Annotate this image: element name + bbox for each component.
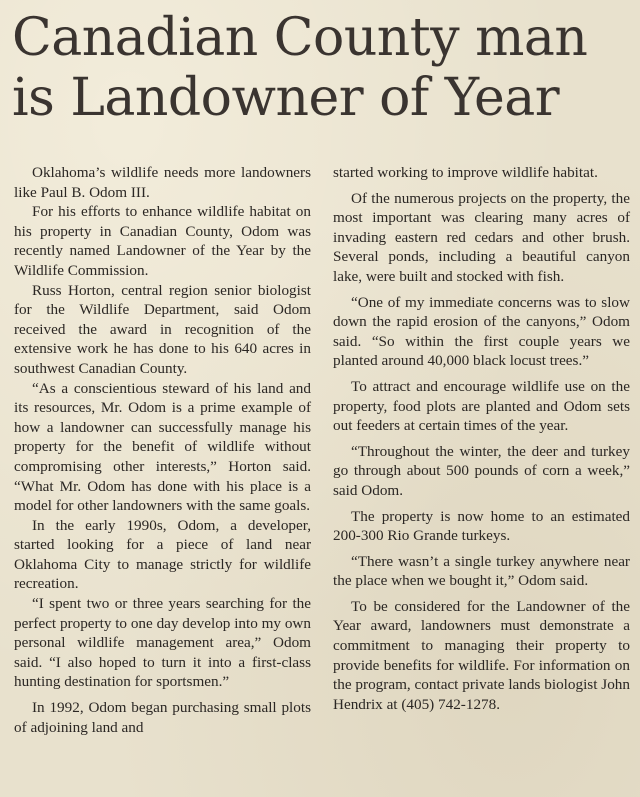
paragraph: “As a conscientious steward of his land and its resources, Mr. Odom is a prime example of how a landowner can successfully manage his property for the benefit of wildlife without compromising other interests,” Horton said. “What Mr. Odom has done with his place is a model for other landowners with the same goals. [14, 379, 311, 515]
paragraph: Oklahoma’s wildlife needs more landowners like Paul B. Odom III. [14, 164, 311, 201]
paragraph: To attract and encourage wildlife use on the property, food plots are planted and Odom sets out feeders at certain times of the year. [333, 377, 630, 435]
paragraph: Of the numerous projects on the property, the most important was clearing many acres of invading eastern red cedars and other brush. Several ponds, including a beautiful canyon lake, were built and stocked with fish. [333, 189, 630, 285]
headline-line-1: Canadian County man [12, 8, 588, 68]
headline-line-2: is Landowner of Year [12, 68, 560, 128]
left-column [14, 163, 311, 737]
paragraph: “One of my immediate concerns was to slow down the rapid erosion of the canyons,” Odom said. “So within the first couple years we planted around 40,000 black locust trees.” [333, 293, 630, 370]
paragraph: The property is now home to an estimated 200-300 Rio Grande turkeys. [333, 507, 630, 545]
paragraph: “There wasn’t a single turkey anywhere near the place when we bought it,” Odom said. [333, 552, 630, 590]
paragraph: “I spent two or three years searching for the perfect property to one day develop into my own personal wildlife management area,” Odom said. “I also hoped to turn it into a first-class hunting destination for sportsmen.” [14, 595, 311, 691]
paragraph: To be considered for the Landowner of the Year award, landowners must demonstrate a commitment to managing their property to provide benefits for wildlife. For information on the program, contact private lands biologist John Hendrix at (405) 742-1278. [333, 597, 630, 713]
paragraph: In the early 1990s, Odom, a developer, started looking for a piece of land near Oklahoma City to manage strictly for wildlife recreation. [14, 516, 311, 593]
paragraph: In 1992, Odom began purchasing small plots of adjoining land and [14, 699, 311, 736]
right-column [333, 163, 630, 714]
headline [12, 8, 632, 128]
paragraph: “Throughout the winter, the deer and turkey go through about 500 pounds of corn a week,” said Odom. [333, 442, 630, 499]
paragraph: Russ Horton, central region senior biologist for the Wildlife Department, said Odom received the award in recognition of the extensive work he has done to his 640 acres in southwest Canadian County. [14, 281, 311, 377]
paragraph-continued: started working to improve wildlife habitat. [333, 164, 598, 181]
paragraph: For his efforts to enhance wildlife habitat on his property in Canadian County, Odom was recently named Landowner of the Year by the Wildlife Commission. [14, 203, 311, 279]
